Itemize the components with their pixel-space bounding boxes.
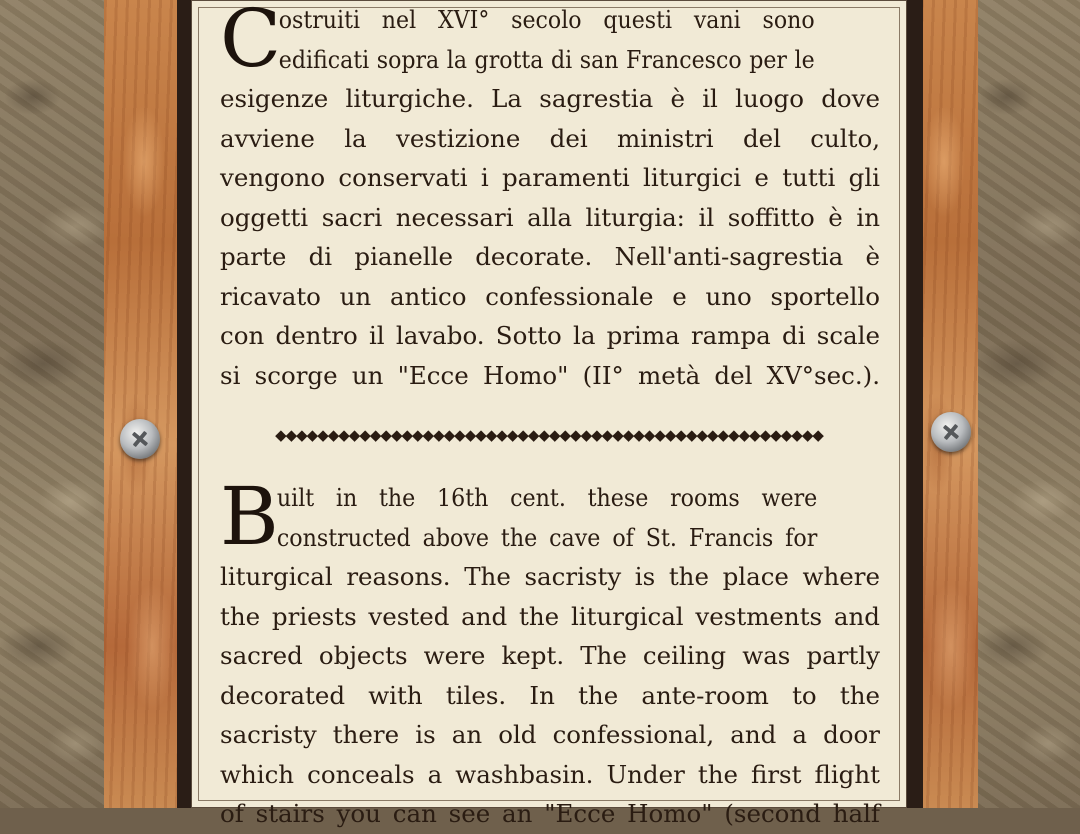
italian-dropcap: C <box>220 0 282 85</box>
diamond-divider: ◆◆◆◆◆◆◆◆◆◆◆◆◆◆◆◆◆◆◆◆◆◆◆◆◆◆◆◆◆◆◆◆◆◆◆◆◆◆◆◆◆◆◆◆◆◆◆◆◆◆◆◆ <box>275 427 823 443</box>
english-line: liturgical reasons. The sacristy is the place where <box>220 562 880 591</box>
italian-line: parte di pianelle decorate. Nell'anti-sagrestia è <box>220 242 880 271</box>
english-line: sacred objects were kept. The ceiling was partly <box>220 641 880 670</box>
english-line: sacristy there is an old confessional, and a door <box>220 720 880 749</box>
italian-line: vengono conservati i paramenti liturgici e tutti gli <box>220 163 880 192</box>
stone-wall-left <box>0 0 108 808</box>
english-line: of stairs you can see an "Ecce Homo" (second half <box>220 799 880 828</box>
english-line: the priests vested and the liturgical vestments and <box>220 601 880 631</box>
italian-line: si scorge un "Ecce Homo" (II° metà del XV°sec.). <box>220 360 880 390</box>
wood-board-left <box>104 0 184 808</box>
italian-line: edificati sopra la grotta di san Francesco per le <box>278 44 815 74</box>
stone-wall-right <box>975 0 1080 808</box>
english-line: uilt in the 16th cent. these rooms were <box>276 483 818 512</box>
screw-icon <box>931 412 971 452</box>
italian-line: avviene la vestizione dei ministri del culto, <box>220 123 880 153</box>
screw-icon <box>120 419 160 459</box>
english-paragraph <box>220 470 880 834</box>
italian-line: ostruiti nel XVI° secolo questi vani sono <box>278 5 815 34</box>
italian-line: ricavato un antico confessionale e uno sportello <box>220 281 880 311</box>
english-dropcap: B <box>220 470 279 563</box>
english-line: constructed above the cave of St. Francis for <box>276 522 818 552</box>
italian-line: oggetti sacri necessari alla liturgia: il soffitto è in <box>220 202 880 232</box>
italian-line: con dentro il lavabo. Sotto la prima rampa di scale <box>220 321 880 350</box>
english-line: decorated with tiles. In the ante-room to the <box>220 680 880 710</box>
english-line: which conceals a washbasin. Under the first flight <box>220 759 880 789</box>
italian-paragraph <box>220 0 880 395</box>
italian-line: esigenze liturgiche. La sagrestia è il luogo dove <box>220 84 880 113</box>
